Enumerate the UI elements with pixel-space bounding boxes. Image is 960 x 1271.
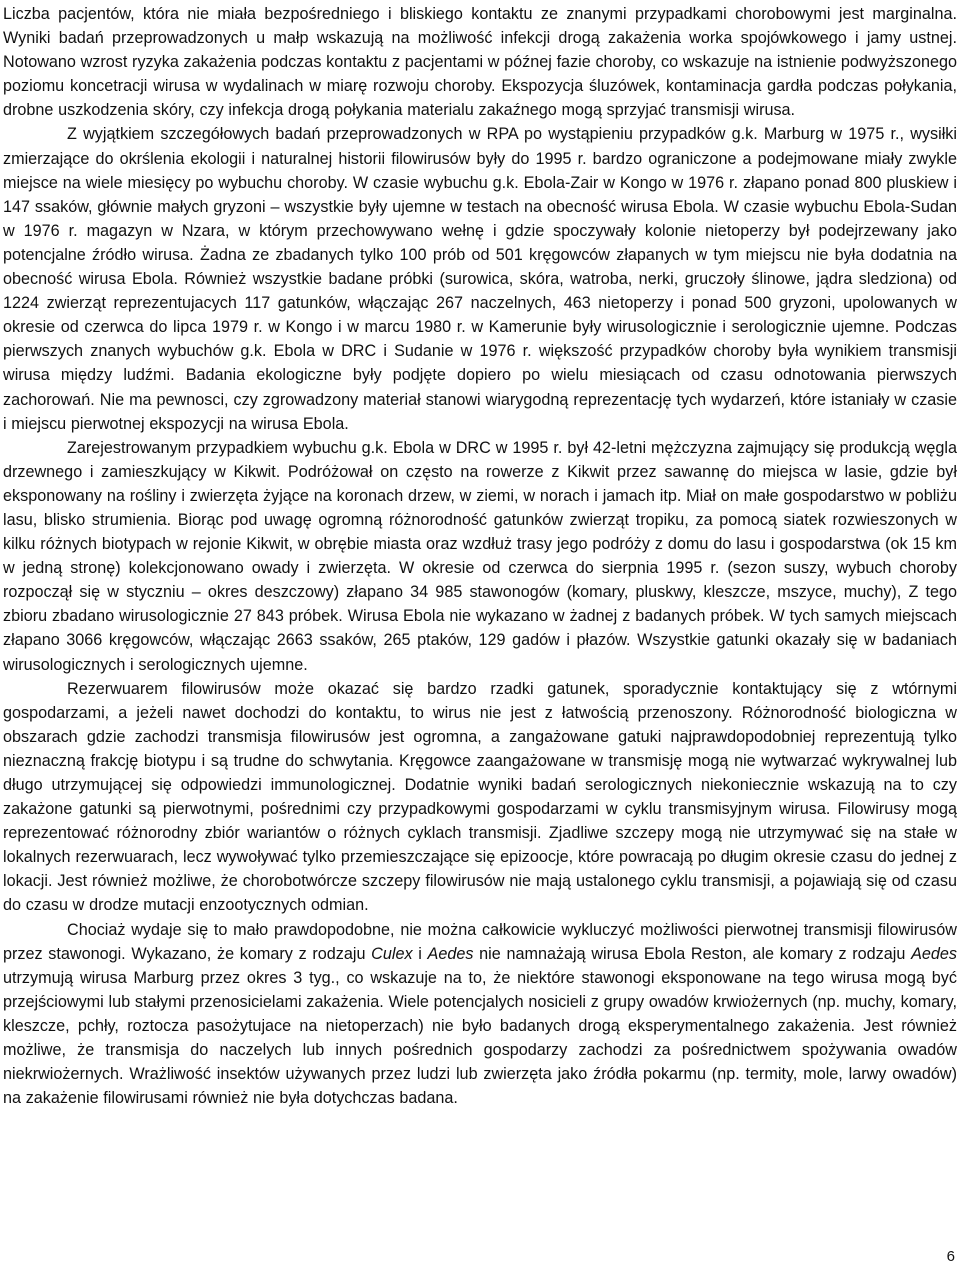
- text-segment: Chociaż wydaje się to mało prawdopodobne, nie można całkowicie wykluczyć możliwości pierwotnej transmisji filowirusów przez stawonogi. Wykazano, że komary z rodzaju: [3, 920, 957, 963]
- text-segment: Liczba pacjentów, która nie miała bezpośredniego i bliskiego kontaktu ze znanymi przypadkami chorobowymi jest marginalna. Wyniki badań przeprowadzonych u małp wskazują na możliwość infekcji drogą zakażenia worka spojówkowego i jamy ustnej. Notowano wzrost ryzyka zakażenia podczas kontaktu z pacjentami w późnej fazie choroby, co wskazuje na istnienie podwyższonego poziomu koncetracji wirusa w wydalinach w miarę rozwoju choroby. Ekspozycja śluzówek, kontaminacja gardła podczas połykania, drobne uszkodzenia skóry, czy infekcja drogą połykania materialu zakaźnego mogą sprzyjać transmisji wirusa.: [3, 5, 957, 120]
- italic-term: Aedes: [911, 944, 957, 963]
- text-segment: utrzymują wirusa Marburg przez okres 3 tyg., co wskazuje na to, że niektóre stawonogi eksponowane na tego wirusa mogą być przejściowymi lub stałymi przenosicielami zakażenia. Wiele potencjalych nosicieli z grupy owadów krwiożernych (np. muchy, komary, kleszcze, pchły, roztocza pasożytujace na nietoperzach) nie było badanych drogą eksperymentalnego zakażenia. Jest również możliwe, że transmisja do naczelych lub innych pośrednich gospodarzy zachodzi za pośrednictwem spożywania owadów niekrwiożernych. Wrażliwość insektów używanych przez ludzi lub zwierzęta jako źródła pokarmu (np. termity, mole, larwy owadów) na zakażenie filowirusami również nie była dotychczas badana.: [3, 968, 957, 1108]
- text-segment: nie namnażają wirusa Ebola Reston, ale komary z rodzaju: [473, 944, 912, 963]
- page-number: 6: [946, 1248, 955, 1265]
- document-body: [3, 2, 957, 1110]
- paragraph-1: [3, 2, 957, 122]
- text-segment: Rezerwuarem filowirusów może okazać się bardzo rzadki gatunek, sporadycznie kontaktujący się z wtórnymi gospodarzami, a jeżeli nawet dochodzi do kontaktu, to wirus nie jest z łatwością przenoszony. Różnorodność biologiczna w obszarach gdzie zachodzi transmisja filowirusów jest ogromna, a zangażowane gatuki najprawdopodobniej reprezentują tylko nieznaczną frakcję biotypu i są trudne do schwytania. Kręgowce zaangażowane w transmisję mogą nie wytwarzać wykrywalnej lub długo utrzymującej się odpowiedzi immunologicznej. Dodatnie wyniki badań serologicznych niekoniecznie wskazują na to czy zakażone gatunki są pierwotnymi, pośrednimi czy przypadkowymi gospodarzami w cyklu transmisyjnym wirusa. Filowirusy mogą reprezentować różnorodny zbiór wariantów o różnych cyklach transmisji. Zjadliwe szczepy mogą nie utrzymywać się na stałe w lokalnych rezerwuarach, lecz wywoływać tylko przemieszczające się epizoocje, które powracają po długim okresie czasu do jednej z lokacji. Jest również możliwe, że chorobotwórcze szczepy filowirusów nie mają ustalonego cyklu transmisji, a pojawiają się od czasu do czasu w drodze mutacji enzootycznych odmian.: [3, 679, 957, 915]
- italic-term: Aedes: [427, 944, 474, 963]
- italic-term: Culex: [371, 944, 413, 963]
- paragraph-3: [3, 436, 957, 677]
- paragraph-2: [3, 122, 957, 435]
- text-segment: i: [412, 944, 428, 963]
- text-segment: Zarejestrowanym przypadkiem wybuchu g.k. Ebola w DRC w 1995 r. był 42-letni mężczyzna zajmujący się produkcją węgla drzewnego i zamieszkujący w Kikwit. Podróżował on często na rowerze z Kikwit przez sawannę do miejsca w lasie, gdzie był eksponowany na rośliny i zwierzęta żyjące na koronach drzew, w ziemi, w norach i jamach itp. Miał on małe gospodarstwo w pobliżu lasu, blisko strumienia. Biorąc pod uwagę ogromną różnorodność gatunków zwierząt tropiku, za pomocą siatek rozwieszonych w kilku różnych biotypach w rejonie Kikwit, w obrębie miasta oraz wzdłuż trasy jego podróży z domu do lasu i gospodarstwa (ok 15 km w jedną stronę) kolekcjonowano owady i zwierzęta. W okresie od czerwca do sierpnia 1995 r. (sezon suszy, wybuch choroby rozpoczął się w styczniu – okres deszczowy) złapano 34 985 stawonogów (komary, pluskwy, kleszcze, mszyce, muchy), Z tego zbioru zbadano wirusologicznie 27 843 próbek. Wirusa Ebola nie wykazano w żadnej z badanych próbek. W tych samych miejscach złapano 3066 kręgowców, włączając 2663 ssaków, 265 ptaków, 129 gadów i płazów. Wszystkie gatunki okazały się w badaniach wirusologicznych i serologicznych ujemne.: [3, 438, 957, 674]
- paragraph-4: [3, 677, 957, 918]
- paragraph-5: [3, 918, 957, 1111]
- text-segment: Z wyjątkiem szczegółowych badań przeprowadzonych w RPA po wystąpieniu przypadków g.k. Marburg w 1975 r., wysiłki zmierzające do okrślenia ekologii i naturalnej historii filowirusów były do 1995 r. bardzo ograniczone a podejmowane miały zwykle miejsce na wiele miesięcy po wybuchu choroby. W czasie wybuchu g.k. Ebola-Zair w Kongo w 1976 r. złapano ponad 800 pluskiew i 147 ssaków, głównie małych gryzoni – wszystkie były ujemne w testach na obecność wirusa Ebola. W czasie wybuchu Ebola-Sudan w 1976 r. magazyn w Nzara, w którym przechowywano wełnę i gdzie spoczywały kolonie nietoperzy był podejrzewany jako potencjalne źródło wirusa. Żadna ze zbadanych tylko 100 prób od 501 kręgowców złapanych w tym miejscu nie była dodatnia na obecność wirusa Ebola. Również wszystkie badane próbki (surowica, skóra, watroba, nerki, gruczoły ślinowe, jądra sledziona) od 1224 zwierząt reprezentujacych 117 gatunków, włączając 267 naczelnych, 463 nietoperzy i ponad 500 gryzoni, upolowanych w okresie od czerwca do lipca 1979 r. w Kongo i w marcu 1980 r. w Kamerunie były wirusologicznie i serologicznie ujemne. Podczas pierwszych znanych wybuchów g.k. Ebola w DRC i Sudanie w 1976 r. większość przypadków choroby była wynikiem transmisji wirusa między ludźmi. Badania ekologiczne były podjęte dopiero po wielu miesiącach od czasu odnotowania pierwszych zachorowań. Nie ma pewnosci, czy zgrowadzony materiał stanowi wiarygodną reprezentację tych wydarzeń, które istaniały w czasie i miejscu pierwotnej ekspozycji na wirusa Ebola.: [3, 125, 957, 433]
